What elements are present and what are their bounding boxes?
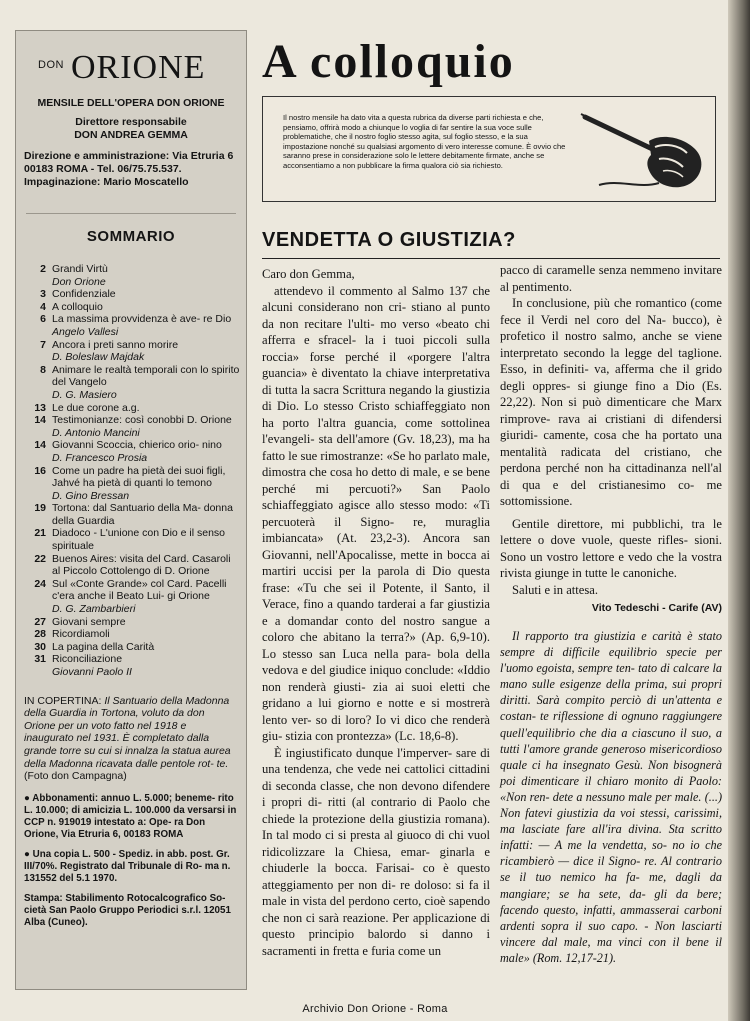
article-title: VENDETTA O GIUSTIZIA? (262, 229, 516, 251)
page-edge-shadow (728, 0, 750, 1021)
toc-entry (52, 301, 240, 314)
letter-signature: Vito Tedeschi - Carife (AV) (591, 602, 722, 614)
toc-entry (52, 641, 240, 654)
toc-entry (52, 465, 240, 503)
section-headline: A colloquio (262, 35, 515, 88)
printing-note: Stampa: Stabilimento Rotocalcografico So- cietà San Paolo Gruppo Periodici s.r.l. 12051 Alba (Cuneo). (24, 892, 231, 928)
toc-page-number: 22 (34, 552, 46, 565)
toc-page-number: 2 (40, 263, 46, 275)
toc-item (22, 288, 240, 301)
toc-author: D. Boleslaw Majdak (52, 351, 145, 364)
toc-author: Angelo Vallesi (52, 325, 119, 338)
toc-entry (52, 616, 240, 629)
letter-paragraph-2-continued: pacco di caramelle senza nemmeno invitare al pentimento. (500, 263, 722, 294)
toc-title: Ricordiamoli (52, 628, 110, 641)
toc-item (22, 553, 240, 578)
masthead-subtitle: MENSILE DELL'OPERA DON ORIONE (37, 97, 225, 109)
toc-item (22, 439, 240, 464)
toc-item (22, 339, 240, 364)
toc-page-number: 28 (34, 628, 46, 641)
toc-title: Tortona: dal Santuario della Ma- donna della Guardia (52, 502, 233, 527)
subscriptions-note: ● Abbonamenti: annuo L. 5.000; beneme- rito L. 10.000; di amicizia L. 100.000 da versarsi in CCP n. 919019 intestato a: Ope- ra Don Orione, Via Etruria 6, 00183 ROMA (24, 792, 237, 840)
toc-entry (52, 502, 240, 527)
letter-paragraph-3: In conclusione, più che romantico (come fece il Verdi nel coro del Na- bucco), è profetico il nostro salmo, anche se viene interpretato secondo la legge del taglione. Esso, in definiti- va, afferma che il grido degli oppres- si giunge fino a Dio (Es. 22,22). Non si può dimenticare che Marx rimprove- rava ai cristiani di difendersi giuridi- camente, cosa che ha portato una mentalità radicata del cristiano, che perdona perché non ha cittadinanza nell'al di qua e del cristianesimo co- me sottomissione. (500, 296, 722, 508)
title-rule (262, 258, 720, 259)
toc-title: Buenos Aires: visita del Card. Casaroli al Piccolo Cottolengo di D. Orione (52, 552, 231, 578)
toc-item (22, 402, 240, 415)
toc-entry (52, 313, 240, 338)
reply-text: Il rapporto tra giustizia e carità è stato sempre di difficile equilibrio specie per l'uomo egoista, sempre ten- tato di calcare la mano sulle esigenze della prima, sui propri diritti. Sarà compito perciò di un'attenta e costan- te riflessione di ognuno raggiungere quell'equilibrio che dia a ciascuno il suo, a tutti l'amore grande generoso misericordioso quale ci ha insegnato Gesù. Non bisognerà poi dimenticare il chiaro monito di Paolo: «Non ren- dete a nessuno male per male. (...) Non fatevi giustizia da voi stessi, carissimi, ma lasciate fare all'ira divina. Sta scritto infatti: — A me la vendetta, so- no io che ricambierò — dice il Signo- re. Al contrario se il tuo nemico ha fa- me, dagli da mangiare; se ha sete, da- gli da bere; facendo questo, infatti, ammasserai carboni ardenti sopra il suo capo. - Non lasciarti vincere dal male, ma vinci con il bene il male» (Rom. 12,17-21). (500, 629, 722, 965)
toc-item (22, 641, 240, 654)
toc-title: Animare le realtà temporali con lo spirito del Vangelo (52, 363, 240, 389)
toc-title: Sul «Conte Grande» col Card. Pacelli c'era anche il Beato Lui- gi Orione (52, 577, 227, 603)
toc-title: Confidenziale (52, 288, 116, 301)
logo (16, 49, 246, 89)
sidebar-box (15, 30, 247, 990)
cover-label: IN COPERTINA: (24, 694, 102, 707)
toc-entry (52, 364, 240, 402)
toc-item (22, 653, 240, 678)
toc-page-number: 31 (34, 653, 46, 666)
toc-page-number: 13 (34, 401, 46, 414)
toc-page-number: 4 (40, 300, 46, 313)
toc-author: D. G. Masiero (52, 388, 117, 401)
cover-text: Il Santuario della Madonna della Guardia in Tortona, voluto da don Orione per un voto fatto nel 1918 e inaugurato nel 1931. È completato dalla grande torre su cui si innalza la statua aurea della Madonna ricavata dalle pentole rot- te. (24, 694, 231, 770)
toc-entry (52, 263, 240, 288)
toc-item (22, 301, 240, 314)
toc-page-number: 7 (40, 338, 46, 351)
toc-title: Giovanni Scoccia, chierico orio- nino (52, 439, 222, 452)
address-line-1: Direzione e amministrazione: Via Etruria 6 (24, 150, 234, 162)
toc-entry (52, 527, 240, 552)
article-column-1 (262, 266, 490, 959)
toc-title: Grandi Virtù (52, 263, 108, 275)
toc-title: Giovani sempre (52, 615, 126, 628)
toc-entry (52, 628, 240, 641)
toc-page-number: 16 (34, 464, 46, 477)
cover-caption (24, 695, 238, 783)
writing-hand-icon (579, 103, 709, 195)
toc-entry (52, 339, 240, 364)
cover-credit: (Foto don Campagna) (24, 770, 127, 783)
toc-title: Testimonianze: così conobbi D. Orione (52, 414, 232, 427)
copy-price-note: ● Una copia L. 500 - Spediz. in abb. post. Gr. III/70%. Registrato dal Tribunale di Ro- ma n. 131552 del 5.1 1970. (24, 848, 231, 884)
editor-reply (500, 628, 722, 966)
director-name: DON ANDREA GEMMA (74, 129, 188, 141)
toc-item (22, 263, 240, 288)
logo-don: DON (38, 59, 64, 71)
toc-author: Don Orione (52, 275, 106, 288)
toc-item (22, 578, 240, 616)
toc-title: Diadoco - L'unione con Dio e il senso spirituale (52, 527, 226, 553)
sommario-heading: SOMMARIO (86, 228, 176, 245)
letter-paragraph-1: attendevo il commento al Salmo 137 che alcuni considerano non cri- stiano al punto da non recitare l'ulti- mo verso «beato chi afferra e sfracel- la i tuoi piccoli sulla roccia» forse perché il «porgere l'altra guancia» è diventato la chiave interpretativa di tutta la sacra Scrittura negando la giustizia di Dio. Lo stesso Cristo schiaffeggiato non ha porto l'altra guancia, come sottolinea l'evangeli- sta dell'amore (Gv. 18,23), ma ha fatto le sue rimostranze: «Se ho parlato male, dimostra che cosa ho detto di male, e se bene perché mi percuoti?» San Paolo schiaffeggiato agisce allo stesso modo: «Ti percuoterà il Signo- re, muraglia imbiancata» (At. 23,2-3). Ancora san Giovanni, nell'Apocalisse, mette in bocca ai martiri uccisi per la parola di Dio questa frase: «Tu che sei il Potente, il Santo, il Verace, fino a quando tarderai a far giustizia e a domandar conto del nostro sangue a coloro che abitano la terra?» (Ap. 6,9-10). Lo stesso san Luca nella para- bola della vedova e del giudice iniquo conclude: «Iddio non renderà giusti- zia ai suoi eletti che gridano a lui giorno e notte e si mostrerà lento ver- so di loro? Io vi dico che renderà giu- stizia con prontezza» (Lc. 18,6-8). (262, 283, 491, 743)
toc-author: Giovanni Paolo II (52, 666, 132, 678)
logo-orione: ORIONE (71, 49, 206, 86)
intro-box (262, 96, 716, 202)
toc-item (22, 502, 240, 527)
toc-title: Riconciliazione (52, 653, 123, 666)
toc-title: La massima provvidenza è ave- re Dio (52, 313, 232, 326)
toc-page-number: 27 (34, 615, 46, 628)
archive-footer: Archivio Don Orione - Roma (302, 1003, 448, 1015)
address-block (16, 142, 246, 189)
toc-page-number: 14 (34, 414, 46, 427)
toc-entry (52, 439, 240, 464)
toc-title: Le due corone a.g. (52, 401, 140, 414)
toc-page-number: 6 (40, 313, 46, 326)
toc-page-number: 30 (34, 640, 46, 653)
publication-notes (24, 793, 238, 929)
toc-item (22, 616, 240, 629)
toc-item (22, 628, 240, 641)
toc-page-number: 21 (34, 527, 46, 540)
toc-entry (52, 653, 240, 678)
toc-page-number: 14 (34, 439, 46, 452)
toc-title: Ancora i preti sanno morire (52, 338, 179, 351)
toc-page-number: 19 (34, 502, 46, 515)
toc-author: D. Francesco Prosia (52, 451, 148, 464)
toc-entry (52, 553, 240, 578)
table-of-contents (22, 263, 240, 679)
toc-author: D. G. Zambarbieri (52, 603, 136, 616)
toc-entry (52, 288, 240, 301)
letter-paragraph-4: Gentile direttore, mi pubblichi, tra le lettere o dove vuole, queste rifles- sioni. Sono un vostro lettore e vedo che la vostra rivista giunge in tutte le canoniche. (500, 516, 722, 580)
toc-page-number: 8 (40, 363, 46, 376)
toc-author: D. Antonio Mancini (52, 426, 140, 439)
letter-paragraph-5: Saluti e in attesa. (512, 582, 599, 597)
toc-title: Come un padre ha pietà dei suoi figli, Jahvé ha pietà di quanti lo temono (52, 464, 226, 490)
salutation: Caro don Gemma, (262, 267, 355, 281)
toc-title: La pagina della Carità (52, 640, 155, 653)
layout-credit (24, 176, 238, 189)
divider (26, 213, 236, 214)
director-label: Direttore responsabile (75, 116, 187, 128)
toc-item (22, 313, 240, 338)
toc-title: A colloquio (52, 300, 103, 313)
toc-item (22, 364, 240, 402)
toc-item (22, 527, 240, 552)
layout-label: Impaginazione: (24, 176, 101, 188)
layout-name: Mario Moscatello (103, 176, 189, 188)
intro-text: Il nostro mensile ha dato vita a questa rubrica da diverse parti richiesta e che, pensiamo, offrirà modo a chiunque lo voglia di far sentire la sua voce sulle problematiche, che il nostro foglio stesso agita, sul foglio stesso, e la sua impostazione nonché su qualsiasi argomento di vero interesse comune. È ovvio che saranno prese in considerazione solo le lettere debitamente firmate, anche se acconsentiamo a non pubblicare la firma qualora ciò sia richiesto. (283, 113, 566, 170)
toc-entry (52, 402, 240, 415)
address-line-2: 00183 ROMA - Tel. 06/75.75.537. (24, 163, 182, 175)
masthead (16, 31, 246, 142)
toc-page-number: 24 (34, 577, 46, 590)
article-column-2 (500, 262, 722, 617)
toc-entry (52, 414, 240, 439)
toc-item (22, 414, 240, 439)
toc-entry (52, 578, 240, 616)
toc-author: D. Gino Bressan (52, 489, 130, 502)
toc-page-number: 3 (40, 288, 46, 301)
toc-item (22, 465, 240, 503)
letter-paragraph-2: È ingiustificato dunque l'imperver- sare di una tendenza, che vede nei cattolici cittadini di seconda classe, che non devono difendere i propri di- ritti (al contrario di Paolo che chiede la protezione della giustizia romana). In tal modo ci si presta al giuoco di chi vuol ridicolizzare la Chiesa, emar- ginarla e chiuderle la bocca. Farisai- co è questo atteggiamento per non di- re doloso: si fa il male in vista del perdono certo, cioè sapendo che non ci sarà reazione. Per applicazione di questo principio balordo si danno i sacramenti in fretta e furia come un (262, 745, 490, 958)
